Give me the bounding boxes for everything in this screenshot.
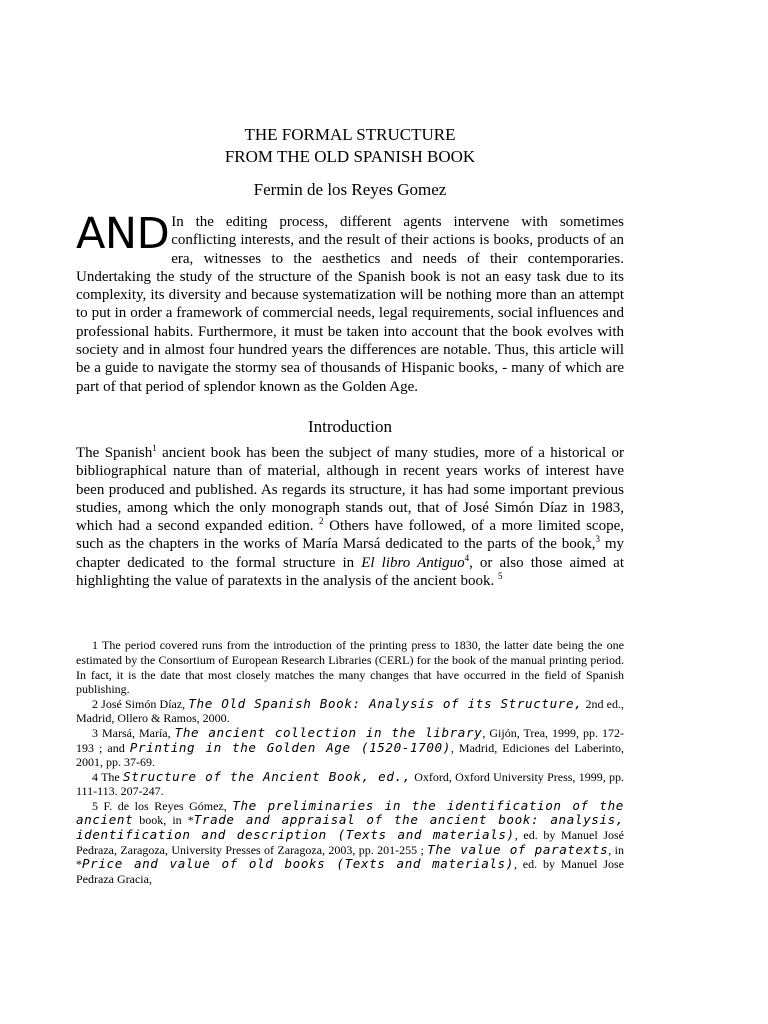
intro-italic-title: El libro Antiguo [361, 554, 465, 571]
fn5-title-3: The value of paratexts [427, 841, 609, 857]
abstract-text: In the editing process, different agents intervene with sometimes conflicting interests, and the result of their actions is books, products of an era, witnesses to the aesthetics and needs of their contemporaries. Undertaking the study of the structure of the Spanish book is not an easy task due to its complexity, its diversity and because systematization will be nothing more than an attempt to put in order a framework of commercial needs, legal requirements, social influences and professional habits. Furthermore, it must be taken into account that the book evolves with society and in almost four hundred years the differences are notable. Thus, this article will be a guide to navigate the stormy sea of thousands of Hispanic books, - many of which are part of that period of splendor known as the Golden Age. [76, 214, 624, 395]
fn2-text-a: 2 José Simón Díaz, [92, 696, 189, 711]
intro-text-b: ancient book has been the subject of many studies, more of a historical or bibliographical nature than of material, although in recent years works of interest have been produced and published. As regards its structure, it has had some important previous studies, among which the only monograph stands out, that of José Simón Díaz in 1983, which had a second expanded edition. [76, 444, 624, 535]
footnote-1: 1 The period covered runs from the introduction of the printing press to 1830, the latter date being the one estimated by the Consortium of European Research Libraries (CERL) for the book of the manual printing period. In fact, it is the date that most closely matches the many changes that have occurred in the field of Spanish publishing. [76, 638, 624, 697]
fn5-text-a: 5 F. de los Reyes Gómez, [92, 798, 233, 813]
fn4-book-title: Structure of the Ancient Book, ed., [123, 768, 411, 784]
drop-cap: AND [76, 209, 170, 259]
fn2-book-title: The Old Spanish Book: Analysis of its Structure, [188, 695, 583, 711]
fn3-text-a: 3 Marsá, María, [92, 725, 175, 740]
fn4-text-a: 4 The [92, 769, 124, 784]
introduction-paragraph [76, 444, 624, 590]
fn3-text-b: , Gijón, Trea, 1999, pp. 172-193 ; and [76, 725, 625, 755]
intro-text-c: Others have followed, of a more limited scope, such as the chapters in the works of María Marsá dedicated to the parts of the book, [76, 518, 624, 553]
fn5-text-d: , in * [76, 842, 624, 872]
fn5-title-4: Price and value of old books (Texts and materials) [82, 856, 514, 872]
fn5-text-b: book, in * [133, 813, 194, 828]
footnote-ref-5[interactable]: 5 [497, 571, 503, 582]
section-heading-introduction: Introduction [307, 416, 393, 436]
author-name: Fermin de los Reyes Gomez [253, 180, 447, 199]
intro-text-a: The Spanish [76, 444, 153, 461]
fn5-text-c: , ed. by Manuel José Pedraza, Zaragoza, University Presses of Zaragoza, 2003, pp. 201-255 ; [76, 828, 624, 857]
abstract-paragraph [76, 209, 624, 396]
paper-title [76, 124, 624, 168]
fn3-text-c: , Madrid, Ediciones del Laberinto, 2001, pp. 37-69. [76, 740, 624, 770]
footnote-ref-2[interactable]: 2 [319, 516, 324, 527]
footnote-4 [76, 770, 624, 799]
paper-page [76, 124, 624, 886]
intro-text-d: my chapter dedicated to the formal structure in [76, 536, 624, 571]
footnote-3 [76, 726, 624, 770]
fn3-book-title-1: The ancient collection in the library [174, 724, 483, 740]
footnotes-section [76, 638, 624, 886]
fn4-text-b: Oxford, Oxford University Press, 1999, pp. 111-113. 207-247. [76, 769, 624, 799]
fn5-text-e: , ed. by Manuel Jose Pedraza Gracia, [76, 857, 624, 886]
title-line-1: THE FORMAL STRUCTURE [244, 125, 456, 144]
fn2-text-b: 2nd ed., Madrid, Ollero & Ramos, 2000. [76, 696, 624, 726]
footnote-5 [76, 799, 624, 887]
fn3-book-title-2: Printing in the Golden Age (1520-1700) [129, 739, 451, 755]
footnote-2 [76, 697, 624, 726]
footnote-ref-4[interactable]: 4 [464, 552, 470, 563]
intro-text-e: , or also those aimed at highlighting the value of paratexts in the analysis of the ancient book. [76, 554, 624, 590]
fn5-title-1: The preliminaries in the identification of the ancient [76, 797, 624, 828]
footnote-ref-3[interactable]: 3 [595, 534, 600, 545]
title-line-2: FROM THE OLD SPANISH BOOK [224, 147, 476, 166]
footnote-ref-1[interactable]: 1 [152, 442, 157, 453]
fn5-title-2: Trade and appraisal of the ancient book: analysis, identification and description (Texts and materials) [76, 812, 624, 843]
